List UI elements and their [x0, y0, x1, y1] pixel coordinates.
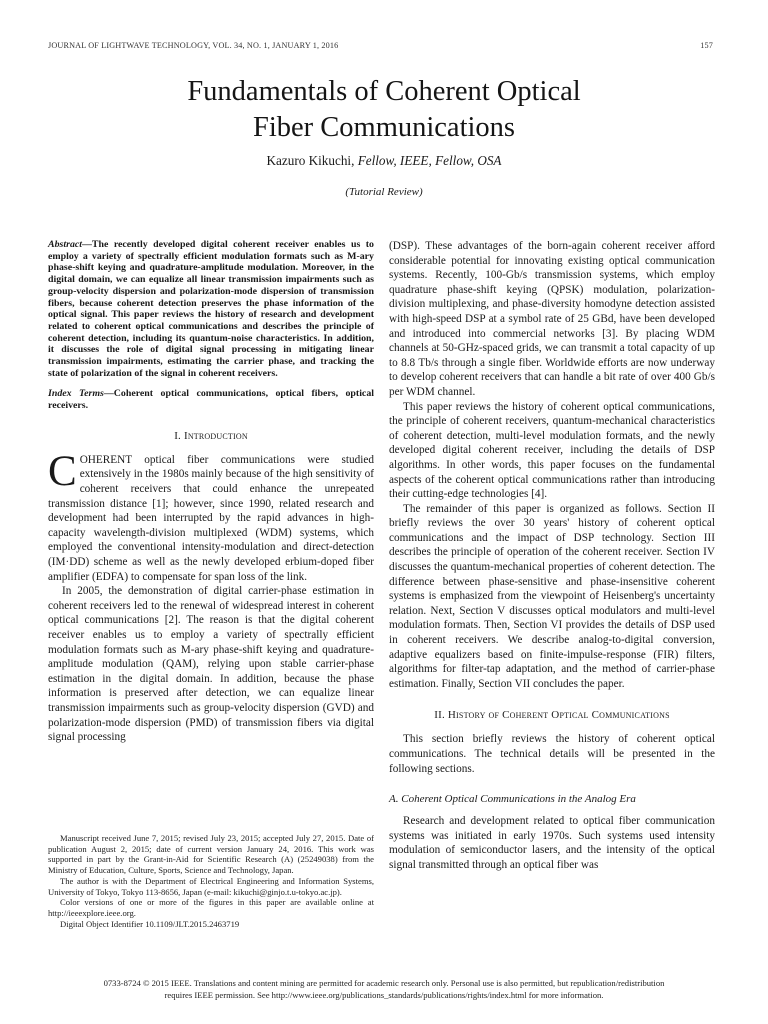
drop-cap: C: [48, 447, 77, 495]
intro-paragraph-2: In 2005, the demonstration of digital carrier-phase estimation in coherent receivers led to the renewal of widespread interest in coherent optical communications [2]. The reason is that the digital coherent receiver enables us to employ a variety of spectrally efficient modulation formats such as M-ary phase-shift keying and quadrature-amplitude modulation (QAM), relying upon stable carrier-phase estimation in the digital domain. In addition, because the phase information is preserved after detection, we can equalize linear transmission impairments such as group-velocity dispersion (GVD) and polarization-mode dispersion (PMD) of transmission fibers via digital signal processing: [48, 585, 374, 744]
footnote-manuscript: Manuscript received June 7, 2015; revised July 23, 2015; accepted July 27, 2015. Date of publication August 2, 2015; date of current version January 24, 2016. This work was supported in part by the Grant-in-Aid for Scientific Research (A) (25249038) from the Ministry of Education, Culture, Sports, Science and Technology, Japan.: [48, 833, 374, 876]
left-column: [48, 239, 374, 745]
footnote-doi: Digital Object Identifier 10.1109/JLT.2015.2463719: [60, 918, 240, 929]
footnote-author: The author is with the Department of Electrical Engineering and Information Systems, University of Tokyo, Tokyo 113-8656, Japan (e-mail: kikuchi@ginjo.t.u-tokyo.ac.jp).: [48, 875, 374, 897]
subsection-heading: [389, 792, 715, 806]
section-heading-history: [389, 708, 715, 722]
page-number: 157: [700, 41, 713, 50]
author-line: [84, 153, 684, 169]
footnote-color: Color versions of one or more of the figures in this paper are available online at http://ieeexplore.ieee.org.: [48, 897, 374, 918]
author-affiliation: Fellow, IEEE, Fellow, OSA: [357, 153, 502, 168]
abstract: [48, 239, 374, 379]
section-title: History of Coherent Optical Communications: [447, 709, 670, 722]
copyright-line-1: 0733-8724 © 2015 IEEE. Translations and content mining are permitted for academic research only. Personal use is also permitted, but republication/redistribution: [103, 978, 665, 988]
subsection-label: A.: [389, 793, 399, 806]
intro-paragraph-1: [48, 447, 375, 584]
footnotes: [48, 833, 374, 929]
index-terms: [48, 388, 374, 411]
section-number: I.: [174, 429, 182, 442]
author-name: Kazuro Kikuchi,: [266, 153, 355, 168]
title-line-2: Fiber Communications: [252, 112, 516, 143]
journal-name: JOURNAL OF LIGHTWAVE TECHNOLOGY, VOL. 34, NO. 1, JANUARY 1, 2016: [48, 41, 339, 50]
history-paragraph-2: Research and development related to optical fiber communication systems was initiated in early 1970s. Such systems used intensity modulation of semiconductor lasers, and the intensity of the optical signal transmitted through an optical fiber was: [389, 815, 715, 871]
history-paragraph-1: This section briefly reviews the history of coherent optical communications. The technical details will be presented in the following sections.: [389, 733, 715, 775]
running-head: [48, 41, 713, 53]
subsection-title: Coherent Optical Communications in the Analog Era: [401, 793, 636, 806]
section-heading-introduction: [48, 429, 374, 443]
right-column: [389, 239, 715, 873]
index-terms-text: —Coherent optical communications, optical fibers, optical receivers.: [48, 388, 375, 412]
copyright-notice: [48, 977, 720, 1001]
intro-paragraph-3: (DSP). These advantages of the born-again coherent receiver afford considerable potential for innovating existing optical communication systems. Recently, 100-Gb/s transmission systems, which employ quadrature phase-shift keying (QPSK) modulation, polarization-division multiplexing, and phase-diversity homodyne detection assisted with high-speed DSP at a symbol rate of 25 GBd, have been developed and introduced into commercial networks [3]. By placing WDM channels at 50-GHz-spaced grids, we can transmit a total capacity of up to 8.8 Tb/s through a single fiber. Worldwide efforts are now underway to develop coherent receivers that can handle a bit rate of over 400 Gb/s per WDM channel.: [389, 240, 715, 398]
abstract-text: —The recently developed digital coherent receiver enables us to employ a variety of spectrally efficient modulation formats such as M-ary phase-shift keying and quadrature-amplitude modulation. Moreover, in the digital domain, we can equalize all linear transmission impairments such as group-velocity dispersion and polarization-mode dispersion of transmission fibers, because coherent detection preserves the phase information of the optical signal. This paper reviews the history of research and development related to coherent optical communications and describes the principle of coherent detection, including its quantum-noise characteristics. In addition, it discusses the role of digital signal processing in mitigating linear transmission impairments, estimating the carrier phase, and tracking the state of polarization of the signal in coherent receivers.: [48, 239, 374, 379]
intro-paragraph-4: This paper reviews the history of coherent optical communications, the principle of coherent receivers, quantum-mechanical characteristics of coherent detection, multi-level modulation formats, and the newly developed digital coherent receiver, including the details of DSP algorithms. In other words, this paper focuses on the fundamental aspects of the coherent optical communications rather than introducing their cutting-edge technologies [4].: [389, 400, 715, 501]
tutorial-label: (Tutorial Review): [345, 186, 423, 198]
paper-title: [84, 74, 684, 146]
title-line-1: Fundamentals of Coherent Optical: [187, 76, 581, 107]
section-number: II.: [434, 709, 445, 722]
intro-paragraph-1-text: OHERENT optical fiber communications were studied extensively in the 1980s mainly because of the high sensitivity of coherent receivers that could enhance the unrepeated transmission distance [1]; however, since 1990, related research and development had been interrupted by the rapid advances in high-capacity wavelength-division multiplexed (WDM) systems, which employed the conventional intensity-modulation and direct-detection (IM·DD) scheme as well as the newly developed erbium-doped fiber amplifier (EDFA) to compensate for span loss of the link.: [48, 453, 375, 583]
index-terms-lead: Index Terms: [48, 388, 104, 400]
abstract-lead: Abstract: [48, 239, 83, 250]
section-title: Introduction: [183, 429, 248, 442]
copyright-line-2: requires IEEE permission. See http://www.ieee.org/publications_standards/publications/rights/index.html for more information.: [164, 990, 604, 1000]
intro-paragraph-5: The remainder of this paper is organized as follows. Section II briefly reviews the over 30 years' history of coherent optical communications and the impact of DSP technology. Section III describes the principle of operation of the coherent receiver. Section IV discusses the quantum-mechanical properties of coherent detection. The difference between phase-sensitive and phase-insensitive coherent systems is emphasized from the viewpoint of Heisenberg's uncertainty relation. Next, Section V discusses optical modulators and multi-level modulation formats. Then, Section VI provides the details of DSP used in coherent receivers. We describe analog-to-digital conversion, adaptive equalizers based on finite-impulse-response (FIR) filters, algorithms for filter-tap adaptation, and the method of carrier-phase estimation. Finally, Section VII concludes the paper.: [389, 502, 715, 690]
